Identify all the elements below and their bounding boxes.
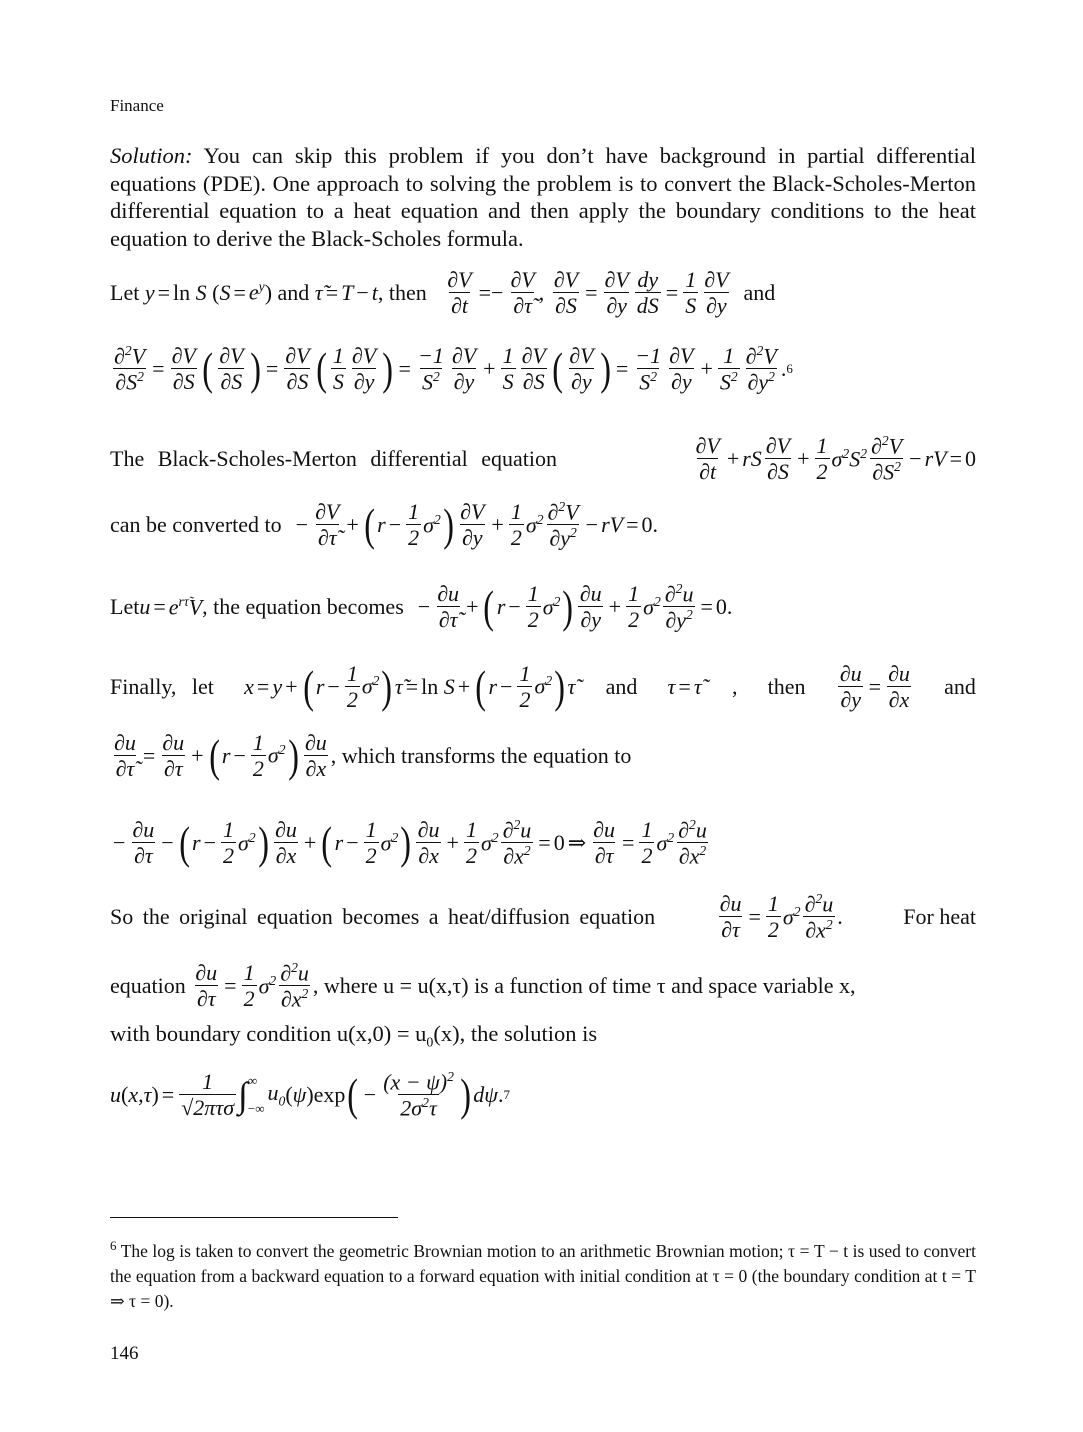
- footnote-ref-7: 7: [503, 1086, 510, 1102]
- eq-substitution-line: Let y = ln S ( S = $e^y$ ) and τ̃ = T − t , then $\frac{\partial V}{\partial t}$ =− $\frac{\partial V}{\partial\taũ}$ , $\frac{\partial V}{\partial S}$ = $\frac{\partial V}{\partial y}$ $\frac{dy}{dS}$ = $\frac{1}{S}$ $\frac{\partial V}{\partial y}$ and: [110, 267, 776, 319]
- bsm-intro: The Black-Scholes-Merton differential equation: [110, 445, 557, 471]
- solution-paragraph: [110, 142, 976, 252]
- let-word-2: Let: [110, 593, 140, 619]
- heat-intro: So the original equation becomes a heat/diffusion equation: [110, 903, 656, 929]
- transforms-text: , which transforms the equation to: [330, 742, 632, 768]
- boundary-line: with boundary condition $u(x,0) = u_0(x)$, the solution is: [110, 1021, 598, 1051]
- eq-converted: can be converted to − $\frac{\partial V}{\partial\taũ}$ + ( r − $\frac{1}{2}$ $\sigma^2$ ) $\frac{\partial V}{\partial y}$ + $\frac{1}{2}$ $\sigma^2$ $\frac{\partial^2V}{\partial y^2}$ − rV = 0.: [110, 498, 658, 551]
- let-u-tail: , the equation becomes: [202, 593, 404, 619]
- boundary-tail: (x), the solution is: [433, 1021, 598, 1046]
- footnote: [110, 1233, 976, 1314]
- let-word: Let: [110, 279, 140, 305]
- converted-to: can be converted to: [110, 511, 282, 537]
- eq-transformed: − $\frac{\partial u}{\partial\tau}$ − ( r − $\frac{1}{2}$ $\sigma^2$ ) $\frac{\partial u}{\partial x}$ + ( r − $\frac{1}{2}$ $\sigma^2$ ) $\frac{\partial u}{\partial x}$ + $\frac{1}{2}$ $\sigma^2$ $\frac{\partial^2u}{\partial x^2}$ = 0 ⇒ $\frac{\partial u}{\partial\tau}$ = $\frac{1}{2}$ $\sigma^2$ $\frac{\partial^2u}{\partial x^2}$: [113, 816, 707, 869]
- footnote-ref-6: 6: [786, 360, 793, 376]
- eq-second-derivative: $\frac{\partial^2V}{\partial S^2}$ = $\frac{\partial V}{\partial S}$ ( $\frac{\partial V}{\partial S}$ ) = $\frac{\partial V}{\partial S}$ ( $\frac{1}{S}$ $\frac{\partial V}{\partial y}$ ) = $\frac{-1}{S^2}$ $\frac{\partial V}{\partial y}$ + $\frac{1}{S}$ $\frac{\partial V}{\partial S}$ ( $\frac{\partial V}{\partial y}$ ) = $\frac{-1}{S^2}$ $\frac{\partial V}{\partial y}$ + $\frac{1}{S^2}$ $\frac{\partial^2V}{\partial y^2}$ . 6: [114, 342, 793, 395]
- boundary-text: with boundary condition u(x,0) = u: [110, 1021, 427, 1046]
- equation-word: equation: [110, 972, 186, 998]
- eq-bsm: The Black-Scholes-Merton differential equation $\frac{\partial V}{\partial t}$ + rS $\frac{\partial V}{\partial S}$ + $\frac{1}{2}$ $\sigma^2S^2$ $\frac{\partial^2V}{\partial S^2}$ − rV = 0: [110, 433, 976, 485]
- footnote-text: The log is taken to convert the geometric Brownian motion to an arithmetic Brownian motion; τ = T − t is used to convert the equation from a backward equation to a forward equation with initial condition at τ = 0 (the boundary condition at t = T ⇒ τ = 0).: [110, 1240, 976, 1311]
- finally-let: Finally, let: [110, 673, 214, 699]
- eq-time-transform: $\frac{\partial u}{\partial\taũ}$ = $\frac{\partial u}{\partial\tau}$ + ( r − $\frac{1}{2}$ $\sigma^2$ ) $\frac{\partial u}{\partial x}$ , which transforms the equation to: [114, 729, 632, 782]
- eq-solution-integral: u ( x , τ ) = $\frac{1}{\text{√2πτσ}}$ ∫ ∞ −∞ $u_0$ ( ψ )exp ( − $\frac{(x - \psi)^2}{2\sigma^2\tau}$ ) dψ . 7: [110, 1068, 510, 1121]
- eq-heat-def: equation $\frac{\partial u}{\partial\tau}$ = $\frac{1}{2}$ $\sigma^2$ $\frac{\partial^2u}{\partial x^2}$ , where u = u(x,τ) is a function of time τ and space variable x,: [110, 960, 856, 1012]
- for-heat: For heat: [903, 903, 976, 929]
- page-number: 146: [110, 1343, 139, 1364]
- then-word-1: then: [388, 279, 427, 305]
- and-word-2: and: [605, 673, 638, 699]
- where-clause: , where u = u(x,τ) is a function of time τ and space variable x,: [312, 972, 856, 998]
- and-word-1: and: [743, 279, 776, 305]
- then-word-2: then: [767, 673, 806, 699]
- solution-label: Solution:: [110, 143, 193, 168]
- footnote-mark: 6: [110, 1238, 117, 1253]
- eq-finally: Finally, let x = y + ( r − $\frac{1}{2}$ $\sigma^2$ ) τ̃ = ln S + ( r − $\frac{1}{2}$ $\sigma^2$ ) τ̃ and τ = τ̃ , then $\frac{\partial u}{\partial y}$ = $\frac{\partial u}{\partial x}$ and: [110, 660, 976, 713]
- eq-let-u: Let u = $e^{r\taũ}V$ , the equation becomes − $\frac{\partial u}{\partial\taũ}$ + ( r − $\frac{1}{2}$ $\sigma^2$ ) $\frac{\partial u}{\partial y}$ + $\frac{1}{2}$ $\sigma^2$ $\frac{\partial^2u}{\partial y^2}$ = 0.: [110, 580, 733, 633]
- running-header: Finance: [110, 96, 164, 115]
- and-word-3: and: [944, 673, 976, 699]
- footnote-rule: [110, 1217, 398, 1218]
- solution-text: You can skip this problem if you don’t have background in partial differential equations (PDE). One approach to solving the problem is to convert the Black-Scholes-Merton differential equation to a heat equation and then apply the boundary conditions to the heat equation to derive the Black-Scholes formula.: [110, 143, 976, 251]
- eq-heat: So the original equation becomes a heat/diffusion equation $\frac{\partial u}{\partial\tau}$ = $\frac{1}{2}$ $\sigma^2$ $\frac{\partial^2u}{\partial x^2}$ . For heat: [110, 891, 976, 943]
